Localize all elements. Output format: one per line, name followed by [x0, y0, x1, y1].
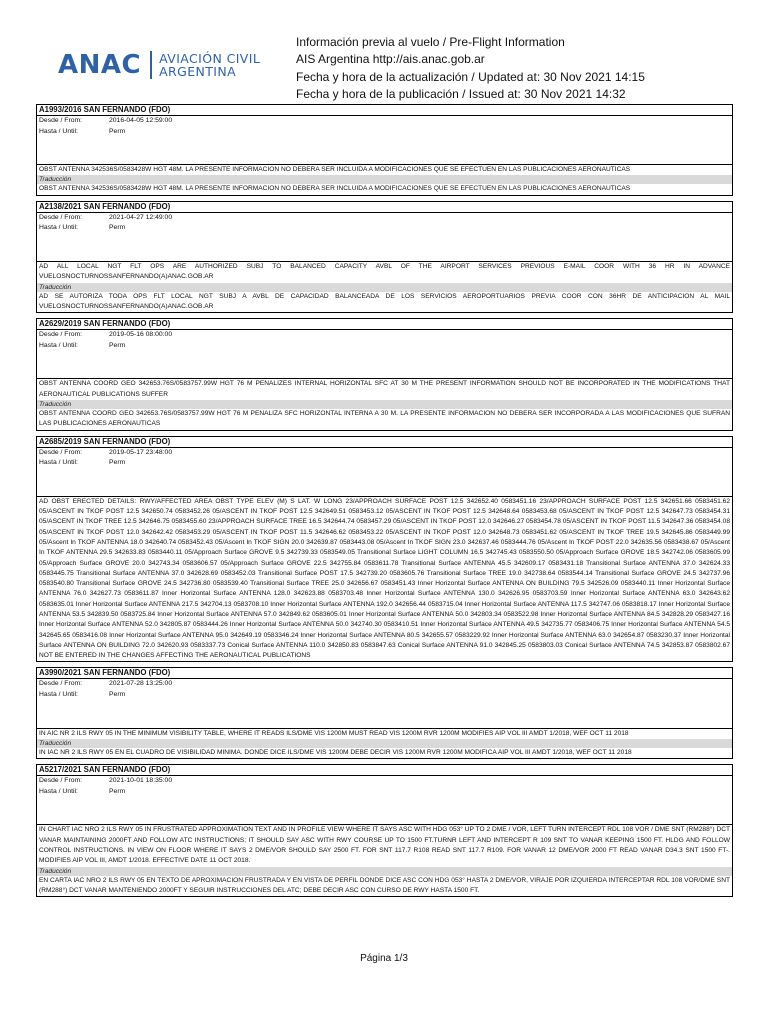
notam-translation: IN IAC NR 2 ILS RWY 05 EN EL CUADRO DE VISIBILIDAD MINIMA. DONDE DICE ILS/DME VIS 1200M DEBE DECIR VIS 1200M RVR 1200M MODIFICA AIP VOL III AMDT 1/2018, WEF OCT 11 2018 [39, 748, 632, 756]
notam-spacer [37, 469, 732, 497]
page-number: Página 1/3 [360, 953, 408, 964]
notam-block [36, 201, 733, 313]
notam-block [36, 764, 733, 897]
until-label: Hasta / Until: [39, 691, 78, 699]
notam-block [36, 436, 733, 663]
from-value: 2021-07-28 13:25:00 [109, 680, 173, 688]
from-label: Desde / From: [39, 777, 83, 785]
until-label: Hasta / Until: [39, 127, 78, 135]
notam-block [36, 318, 733, 430]
notam-text: IN CHART IAC NRO 2 ILS RWY 05 IN FRUSTRATED APPROXIMATION TEXT AND IN PROFILE VIEW WHERE IT SAYS ASC WITH HDG 053° UP TO 2 DME / VOR, LEFT TURN INTERCEPT RDL 108 VOR / DME SNT (RM288°) DCT VANAR MAINTAINING 2000FT AND FOLLOW ATC INSTRUCTIONS; IT SHOULD SAY ASC WITH RWY COURSE UP TO 1500 FT.TURNR LEFT AND INTERCEPT R 109 SNT TO VANAR KEEPING 1500 FT. HLDG AND FOLLOW CONTROL INSTRUCTIONS. IN VIEW ON FLOOR WHERE IT SAYS 2 DME/VOR SHOULD SAY 2500 FT. FOR SNT 117.7 R108 READ SNT 117.7 R109. FOR VANAR 12 DME/VOR 2000 FT READ VANAR D34.3 SNT 1500 FT-. MODIFIES AIP VOL III, AMDT 1/2018. EFFECTIVE DATE 11 OCT 2018. [39, 826, 730, 865]
notam-text: OBST ANTENNA 342536S/0583428W HGT 48M. LA PRESENTE INFORMACION NO DEBERA SER INCLUIDA A MODIFICACIONES QUE SE EFECTUEN EN LAS PUBLICACIONES AERONAUTICAS [39, 166, 631, 174]
notam-meta [37, 679, 732, 700]
header-updated: Fecha y hora de la actualización / Updated at: 30 Nov 2021 14:15 [296, 69, 645, 84]
header-info [296, 34, 645, 103]
header-website: AIS Argentina http://ais.anac.gob.ar [296, 52, 485, 67]
logo-anac-text: ANAC [58, 50, 142, 80]
notam-text: AD ALL LOCAL NGT FLT OPS ARE AUTHORIZED SUBJ TO BALANCED CAPACITY AVBL OF THE AIRPORT SERVICES PREVIOUS E-MAIL COOR WITH 36 HR IN ADVANCE VUELOSNOCTURNOSSANFERNANDO(A)ANAC.GOB.AR [39, 262, 730, 281]
from-label: Desde / From: [39, 448, 83, 456]
notam-id: A2629/2019 SAN FERNANDO (FDO) [37, 319, 732, 330]
until-value: Perm [109, 341, 126, 349]
from-label: Desde / From: [39, 213, 83, 221]
notam-translation: EN CARTA IAC NRO 2 ILS RWY 05 EN TEXTO DE APROXIMACION FRUSTRADA Y EN VISTA DE PERFIL DONDE DICE ASC CON HDG 053° HASTA 2 DME/VOR, VIRAJE POR IZQUIERDA INTERCEPTAR RDL 108 VOR/DME SNT (RM288°) DCT VANAR MANTENIENDO 2000FT Y SEGUIR INSTRUCCIONES DEL ATC; DEBE DECIR ASC CON CURSO DE RWY HASTA 1500 FT. [39, 876, 730, 894]
notam-block [36, 104, 733, 196]
anac-logo [58, 50, 260, 80]
until-value: Perm [109, 224, 126, 232]
notam-id: A1993/2016 SAN FERNANDO (FDO) [37, 105, 732, 116]
notam-id: A3990/2021 SAN FERNANDO (FDO) [37, 668, 732, 679]
notam-spacer [37, 351, 732, 379]
translation-label: Traducción [37, 175, 732, 184]
logo-subtitle [159, 52, 260, 78]
notam-text: OBST ANTENNA COORD GEO 342653.76S/0583757.99W HGT 76 M PENALIZES INTERNAL HORIZONTAL SFC AT 30 M THE PRESENT INFORMATION SHOULD NOT BE INCORPORATED IN THE MODIFICATIONS THAT AERONAUTICAL PUBLICATIONS SUFFER [39, 380, 730, 398]
from-value: 2019-05-16 08:00:00 [109, 331, 173, 339]
notam-meta [37, 448, 732, 469]
notam-text: IN AIC NR 2 ILS RWY 05 IN THE MINIMUM VISIBILITY TABLE, WHERE IT READS ILS/DME VIS 1200M MUST READ VIS 1200M RVR 1200M MODIFIES AIP VOL III AMDT 1/2018, WEF OCT 11 2018 [39, 729, 629, 737]
notam-meta [37, 330, 732, 351]
header-issued: Fecha y hora de la publicación / Issued at: 30 Nov 2021 14:32 [296, 86, 626, 101]
notam-block [36, 667, 733, 759]
notam-id: A2138/2021 SAN FERNANDO (FDO) [37, 202, 732, 213]
until-value: Perm [109, 127, 126, 135]
notam-meta [37, 116, 732, 137]
notam-id: A2685/2019 SAN FERNANDO (FDO) [37, 437, 732, 448]
translation-label: Traducción [37, 283, 732, 292]
from-value: 2021-04-27 12:49:00 [109, 213, 173, 221]
until-value: Perm [109, 787, 126, 795]
from-label: Desde / From: [39, 680, 83, 688]
translation-label: Traducción [37, 867, 732, 876]
from-value: 2021-10-01 18:35:00 [109, 777, 173, 785]
notam-id: A5217/2021 SAN FERNANDO (FDO) [37, 765, 732, 776]
notam-spacer [37, 137, 732, 165]
from-value: 2016-04-05 12:59:00 [109, 117, 173, 124]
header-title: Información previa al vuelo / Pre-Flight Information [296, 35, 565, 49]
until-label: Hasta / Until: [39, 341, 78, 349]
until-label: Hasta / Until: [39, 224, 78, 232]
logo-line-1: AVIACIÓN CIVIL [159, 51, 261, 66]
notam-spacer [37, 701, 732, 729]
notam-spacer [37, 234, 732, 262]
notam-meta [37, 776, 732, 797]
until-label: Hasta / Until: [39, 459, 78, 467]
until-label: Hasta / Until: [39, 787, 78, 795]
notam-spacer [37, 797, 732, 825]
notam-translation: OBST ANTENNA COORD GEO 342653.76S/0583757.99W HGT 76 M PENALIZA SFC HORIZONTAL INTERNA A 30 M. LA PRESENTE INFORMACION NO DEBERA SER INCORPORADA A LAS MODIFICACIONES QUE SUFRAN LAS PUBLICACIONES AERONAUTICAS [39, 409, 730, 428]
from-label: Desde / From: [39, 331, 83, 339]
until-value: Perm [109, 459, 126, 467]
from-value: 2019-05-17 23:48:00 [109, 448, 173, 456]
until-value: Perm [109, 691, 126, 699]
notam-translation: OBST ANTENNA 342536S/0583428W HGT 48M. LA PRESENTE INFORMACION NO DEBERA SER INCLUIDA A MODIFICACIONES QUE SE EFECTUEN EN LAS PUBLICACIONES AERONAUTICAS [39, 185, 631, 193]
notam-text: AD OBST ERECTED DETAILS: RWY/AFFECTED AREA OBST TYPE ELEV (M) S LAT. W LONG 23/APPROACH SURFACE POST 12.5 342652.40 0583451.16 23/APPROACH SURFACE POST 12.5 342651.66 0583451.62 05/ASCENT IN TKOF POST 12.5 342650.74 0583452.26 05/ASCENT IN TKOF POST 12.5 342649.51 0583453.12 05/ASCENT IN TKOF POST 12.5 342648.64 0583453.68 05/ASCENT IN TKOF POST 12.5 342647.73 0583454.31 05/ASCENT IN TKOF TREE 12.5 342646.75 0583455.60 23/APPROACH SURFACE TREE 16.5 342644.74 0583457.29 05/ASCENT IN TKOF POST 12.0 342646.27 0583454.78 05/ASCENT IN TKOF POST 11.5 342647.36 0583454.08 05/ASCENT IN TKOF POST 12.0 342642.42 0583453.29 05/ASCENT IN TKOF POST 11.5 342646.62 0583453.22 05/ASCENT IN TKOF POST 12.0 342648.73 0583451.62 05/ASCENT IN TKOF TREE 19.5 342645.86 0583449.99 05/Ascent In TKOF ANTENNA 18.0 342640.74 0583452.43 05/Ascent In TKOF SIGN 20.0 342639.87 0583443.08 05/Ascent In TKOF SIGN 23.0 342637.46 0583444.76 05/Ascent In TKOF POST 22.0 342635.56 0583438.67 05/Ascent In TKOF ANTENNA 29.5 342633.83 0583440.11 05/Approach Surface GROVE 9.5 342739.33 0583549.05 Transitional Surface LIGHT COLUMN 16.5 342745.43 0583550.50 05/Approach Surface GROVE 18.5 342742.06 0583605.99 05/Approach Surface GROVE 20.0 342743.34 0583606.57 05/Approach Surface GROVE 22.5 342755.84 0583611.78 Transitional Surface ANTENNA 45.5 342609.17 0583431.18 Transitional Surface ANTENNA 37.0 342624.33 0583445.75 Transitional Surface ANTENNA 37.0 342628.69 0583452.03 Transitional Surface POST 17.5 342739.20 0583605.76 Transitional Surface TREE 19.0 342738.64 0583544.14 Transitional Surface GROVE 24.5 342737.96 0583540.80 Transitional Surface GROVE 24.5 342736.80 0583539.40 Transitional Surface TREE 25.0 342656.67 0583451.43 Inner Horizontal Surface ANTENNA ON BUILDING 79.5 342526.09 0583440.11 Inner Horizontal Surface ANTENNA 76.0 342627.73 0583611.87 Inner Horizontal Surface ANTENNA 128.0 342623.88 0583703.48 Inner Horizontal Surface ANTENNA 130.0 342626.95 0583703.59 Inner Horizontal Surface ANTENNA 63.0 342643.62 0583635.01 Inner Horizontal Surface ANTENNA 217.5 342704.13 0583708.10 Inner Horizontal Surface ANTENNA 192.0 342656.44 0583715.04 Inner Horizontal Surface ANTENNA 117.5 342747.06 0583818.17 Inner Horizontal Surface ANTENNA 53.5 342839.50 0583725.84 Inner Horizontal Surface ANTENNA 57.0 342849.62 0583605.01 Inner Horizontal Surface ANTENNA 50.0 342803.34 0583522.98 Inner Horizontal Surface ANTENNA 84.5 342828.29 0583427.16 Inner Horizontal Surface ANTENNA 52.0 342805.87 0583444.26 Inner Horizontal Surface ANTENNA 50.0 342740.30 0583410.51 Inner Horizontal Surface ANTENNA 49.5 342735.77 0583406.75 Inner Horizontal Surface ANTENNA 54.5 342645.65 0583416.08 Inner Horizontal Surface ANTENNA 95.0 342649.19 0583346.24 Inner Horizontal Surface ANTENNA 80.5 342655.57 0583229.92 Inner Horizontal Surface ANTENNA 63.0 342654.87 0583230.37 Inner Horizontal Surface ANTENNA ON BUILDING 72.0 342620.93 0583337.73 Conical Surface ANTENNA 110.0 342850.83 0583847.63 Conical Surface ANTENNA 91.0 342845.25 0583803.03 Conical Surface ANTENNA 74.5 342853.87 0583802.67 NOT BE ENTERED IN THE CHANGES AFFECTING THE AERONAUTICAL PUBLICATIONS [39, 497, 730, 660]
logo-divider [150, 51, 152, 79]
page-header [0, 0, 768, 104]
logo-line-2: ARGENTINA [159, 64, 237, 79]
notam-list [36, 104, 733, 902]
translation-label: Traducción [37, 400, 732, 409]
notam-meta [37, 213, 732, 234]
from-label: Desde / From: [39, 117, 83, 124]
translation-label: Traducción [37, 739, 732, 748]
notam-translation: AD SE AUTORIZA TODA OPS FLT LOCAL NGT SUBJ A AVBL DE CAPACIDAD BALANCEADA DE LOS SERVICIOS AEROPORTUARIOS PREVIA COOR CON 36HR DE ANTICIPACION AL MAIL VUELOSNOCTURNOSSANFERNANDO(A)ANAC.GOB.AR [39, 292, 730, 310]
